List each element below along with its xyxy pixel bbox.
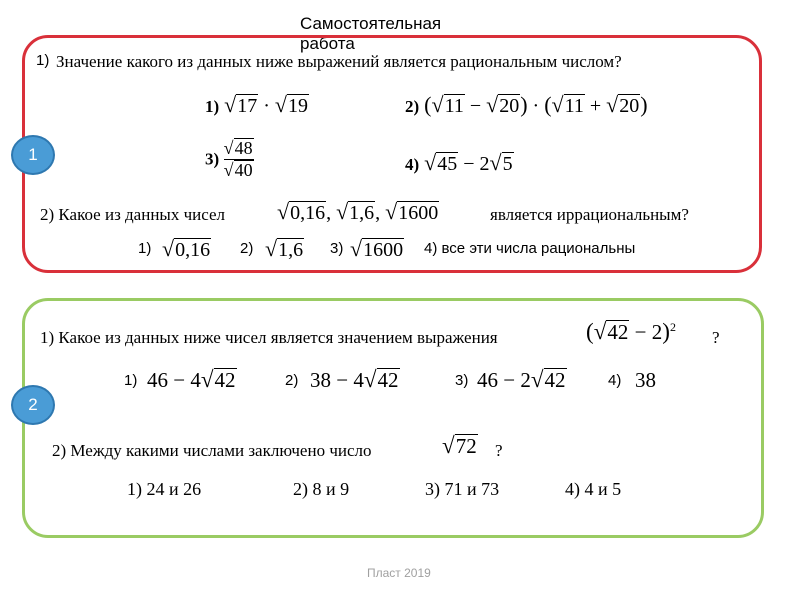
q1-option-2-label: 2) — [405, 97, 420, 116]
q2-number-2: 1,6 — [349, 202, 375, 224]
q2-answer-1 — [162, 236, 211, 262]
q1-option-1 — [205, 92, 309, 118]
q1-option-2-plus: + — [589, 95, 602, 117]
q1-option-4-operator: − 2 — [463, 153, 490, 175]
s2-q1-expression-radicand: 42 — [607, 320, 629, 344]
sqrt-symbol-icon: √ — [265, 236, 278, 261]
paren-close-icon: ) — [662, 318, 670, 344]
q2-answer-4: 4) все эти числа рациональны — [424, 240, 636, 257]
s2-q1-answer-3-prefix: 46 − 2 — [477, 368, 531, 392]
sqrt-symbol-icon: √ — [385, 199, 398, 224]
q1-option-2-radicand-a: 11 — [444, 95, 464, 117]
footer-text: Пласт 2019 — [367, 566, 431, 580]
sqrt-symbol-icon: √ — [606, 92, 619, 117]
s2-q2-number — [442, 432, 478, 459]
s2-q1-answer-1 — [147, 366, 237, 393]
s2-q1-expression-minus: − 2 — [634, 320, 663, 344]
q1-option-2-radicand-d: 20 — [619, 95, 640, 117]
s2-q1-answer-1-label: 1) — [124, 372, 138, 389]
sqrt-symbol-icon: √ — [530, 366, 544, 392]
s2-q2-radicand: 72 — [455, 434, 477, 458]
q1-option-4-radicand-a: 45 — [437, 153, 458, 175]
sqrt-symbol-icon: √ — [486, 92, 499, 117]
q1-option-3-label: 3) — [205, 149, 220, 169]
sqrt-symbol-icon: √ — [431, 92, 444, 117]
q1-option-3-fraction — [224, 138, 254, 181]
paren-open-icon: ( — [586, 318, 594, 344]
sqrt-symbol-icon: √ — [593, 318, 607, 344]
q2-text-before: 2) Какое из данных чисел — [40, 205, 226, 224]
q1-number: 1) — [36, 52, 50, 69]
s2-q1-answer-2 — [310, 366, 400, 393]
q1-option-3 — [205, 138, 254, 181]
q2-answer-3-label: 3) — [330, 240, 344, 257]
q1-text: Значение какого из данных ниже выражений является рациональным числом? — [56, 52, 622, 71]
sqrt-symbol-icon: √ — [200, 366, 214, 392]
q2-answer-1-label: 1) — [138, 240, 152, 257]
q1-option-3-denominator: 40 — [234, 160, 253, 180]
paren-open-icon: ( — [424, 92, 432, 117]
s2-q1-answer-4-label: 4) — [608, 372, 622, 389]
sqrt-symbol-icon: √ — [489, 150, 502, 175]
q2-text-after: является иррациональным? — [490, 205, 689, 224]
sqrt-symbol-icon: √ — [350, 236, 363, 261]
q1-option-4-radicand-b: 5 — [502, 153, 513, 175]
s2-q2-answer-2: 2) 8 и 9 — [293, 479, 350, 499]
sqrt-symbol-icon: √ — [363, 366, 377, 392]
s2-q1-answer-1-radicand: 42 — [214, 368, 236, 392]
s2-q1-answer-3-radicand: 42 — [544, 368, 566, 392]
s2-q1-answer-3 — [477, 366, 567, 393]
s2-q1-question-mark: ? — [712, 328, 720, 347]
q1-option-2-radicand-c: 11 — [564, 95, 584, 117]
q2-answer-3-radicand: 1600 — [363, 239, 404, 261]
sqrt-symbol-icon: √ — [224, 92, 237, 117]
paren-open-icon: ( — [544, 92, 552, 117]
q1-option-4 — [405, 150, 514, 176]
s2-q2-text: 2) Между какими числами заключено число — [52, 441, 372, 460]
sqrt-symbol-icon: √ — [277, 199, 290, 224]
s2-q1-answer-2-prefix: 38 − 4 — [310, 368, 364, 392]
s2-q1-text: 1) Какое из данных ниже чисел является значением выражения — [40, 328, 498, 347]
s2-q2-question-mark: ? — [495, 441, 503, 460]
sqrt-symbol-icon: √ — [223, 138, 234, 158]
s2-q2-answer-4: 4) 4 и 5 — [565, 479, 622, 499]
s2-q1-answer-1-prefix: 46 − 4 — [147, 368, 201, 392]
q1-option-4-label: 4) — [405, 155, 420, 174]
q1-option-1-radicand-b: 19 — [288, 95, 308, 117]
q2-answer-2-label: 2) — [240, 240, 254, 257]
sqrt-symbol-icon: √ — [551, 92, 564, 117]
s2-q1-answer-3-label: 3) — [455, 372, 469, 389]
sqrt-symbol-icon: √ — [274, 92, 287, 117]
s2-q2-answer-3: 3) 71 и 73 — [425, 479, 500, 499]
s2-q1-answer-4: 38 — [635, 368, 656, 392]
s2-q2-answer-1: 1) 24 и 26 — [127, 479, 202, 499]
q2-answer-2-radicand: 1,6 — [278, 239, 304, 261]
q2-answer-2 — [265, 236, 304, 262]
q2-answer-1-radicand: 0,16 — [175, 239, 211, 261]
sqrt-symbol-icon: √ — [442, 432, 455, 458]
q1-option-3-numerator: 48 — [234, 138, 253, 158]
s2-q1-expression-power: 2 — [669, 320, 676, 334]
q1-option-1-operator: · — [263, 95, 270, 117]
paren-close-icon: ) — [640, 92, 648, 117]
q2-answer-3 — [350, 236, 404, 262]
section-badge-1: 1 — [11, 135, 55, 175]
s2-q1-answer-2-label: 2) — [285, 372, 299, 389]
page-title: Самостоятельная работа — [300, 14, 442, 53]
q1-option-2-radicand-b: 20 — [499, 95, 520, 117]
s2-q1-expression — [586, 318, 676, 345]
q1-option-2 — [405, 92, 648, 118]
q1-option-2-minus: − — [469, 95, 482, 117]
sqrt-symbol-icon: √ — [336, 199, 349, 224]
paren-close-icon: ) — [520, 92, 528, 117]
s2-q1-answer-2-radicand: 42 — [377, 368, 399, 392]
sqrt-symbol-icon: √ — [162, 236, 175, 261]
q1-option-2-dot: · — [532, 95, 540, 117]
q2-number-list: √0,16, √1,6, √1600 — [277, 199, 439, 224]
q2-number-3: 1600 — [398, 202, 439, 224]
section-badge-2: 2 — [11, 385, 55, 425]
sqrt-symbol-icon: √ — [424, 150, 437, 175]
q1-option-1-label: 1) — [205, 97, 220, 116]
sqrt-symbol-icon: √ — [223, 160, 234, 180]
q1-option-1-radicand-a: 17 — [237, 95, 258, 117]
q2-number-1: 0,16 — [290, 202, 326, 224]
